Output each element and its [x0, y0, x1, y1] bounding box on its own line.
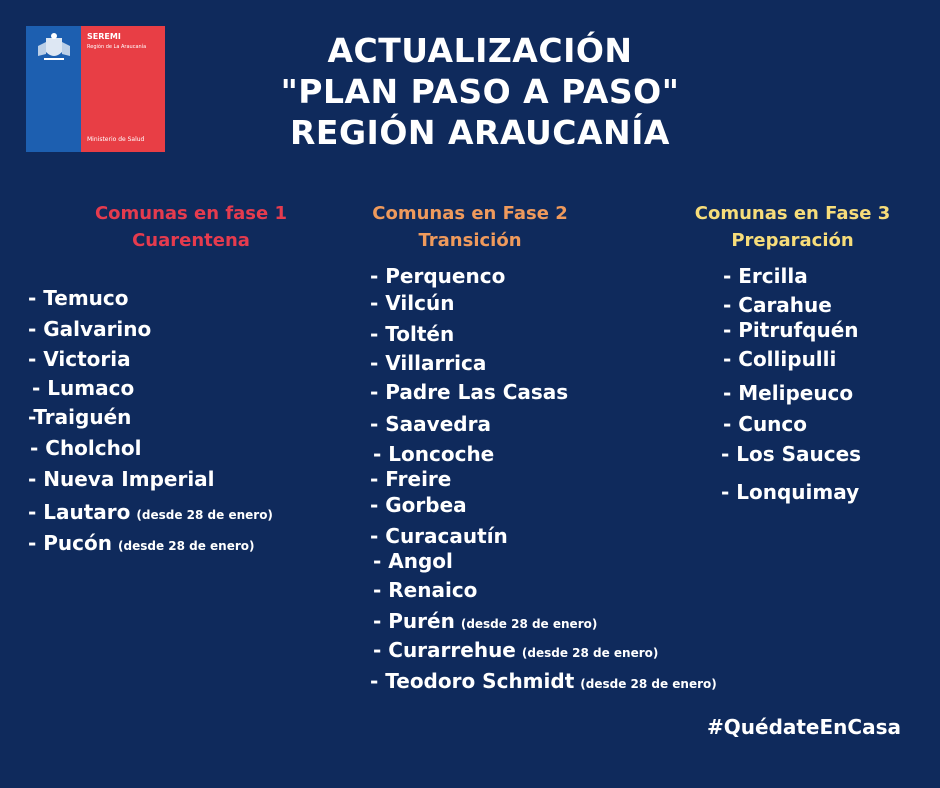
coat-of-arms-icon [34, 32, 74, 64]
date-note: (desde 28 de enero) [521, 646, 659, 660]
phase-1-subtitle: Cuarentena [132, 230, 250, 251]
phase-2-item: - Curarrehue (desde 28 de enero) [373, 638, 659, 662]
title-line-1: ACTUALIZACIÓN [327, 31, 633, 70]
phase-1-item: -Traiguén [28, 405, 132, 429]
phase-2-item: - Angol [373, 549, 453, 573]
phase-2-item: - Renaico [373, 578, 478, 602]
phase-3-item: - Carahue [723, 293, 832, 317]
logo-seremi: SEREMI [87, 32, 121, 41]
phase-2-item: - Loncoche [373, 442, 495, 466]
phase-3-item: - Melipeuco [723, 381, 854, 405]
phase-2-heading [360, 200, 580, 254]
phase-3-item: - Cunco [723, 412, 808, 436]
date-note: (desde 28 de enero) [136, 508, 273, 522]
phase-3-subtitle: Preparación [731, 230, 854, 251]
phase-1-item: - Cholchol [30, 436, 142, 460]
phase-3-item: - Lonquimay [721, 480, 860, 504]
seremi-logo [26, 26, 165, 152]
phase-3-title: Comunas en Fase 3 [694, 203, 891, 224]
phase-2-item: - Vilcún [370, 291, 455, 315]
phase-2-item: - Toltén [370, 322, 455, 346]
phase-1-item: - Lautaro (desde 28 de enero) [28, 500, 273, 524]
phase-1-item: - Pucón (desde 28 de enero) [28, 531, 255, 555]
phase-2-item: - Perquenco [370, 264, 506, 288]
phase-2-item: - Teodoro Schmidt (desde 28 de enero) [370, 669, 717, 693]
title-line-2: "PLAN PASO A PASO" [280, 72, 680, 111]
phase-2-title: Comunas en Fase 2 [372, 203, 568, 224]
phase-2-item: - Curacautín [370, 524, 508, 548]
phase-3-item: - Ercilla [723, 264, 808, 288]
phase-2-item: - Villarrica [370, 351, 487, 375]
phase-2-item: - Freire [370, 467, 452, 491]
phase-1-item: - Galvarino [28, 317, 152, 341]
title-line-3: REGIÓN ARAUCANÍA [290, 113, 670, 152]
phase-1-item: - Nueva Imperial [28, 467, 215, 491]
phase-3-item: - Pitrufquén [723, 318, 859, 342]
logo-region: Región de La Araucanía [87, 44, 147, 50]
date-note: (desde 28 de enero) [460, 617, 598, 631]
phase-2-item: - Saavedra [370, 412, 491, 436]
phase-1-item: - Victoria [28, 347, 131, 371]
phase-1-heading [85, 200, 297, 254]
phase-3-item: - Los Sauces [721, 442, 862, 466]
date-note: (desde 28 de enero) [118, 539, 255, 553]
phase-3-heading [680, 200, 905, 254]
phase-1-item: - Lumaco [32, 376, 135, 400]
phase-2-item: - Gorbea [370, 493, 467, 517]
phase-2-subtitle: Transición [418, 230, 522, 251]
logo-ministry: Ministerio de Salud [87, 136, 145, 143]
phase-1-item: - Temuco [28, 286, 129, 310]
page-title [220, 30, 740, 153]
phase-1-title: Comunas en fase 1 [94, 203, 288, 224]
hashtag: #QuédateEnCasa [707, 715, 901, 739]
phase-2-item: - Purén (desde 28 de enero) [373, 609, 598, 633]
date-note: (desde 28 de enero) [580, 677, 717, 691]
logo-blue-panel [26, 26, 81, 152]
logo-red-panel [81, 26, 165, 152]
phase-3-item: - Collipulli [723, 347, 837, 371]
phase-2-item: - Padre Las Casas [370, 380, 569, 404]
